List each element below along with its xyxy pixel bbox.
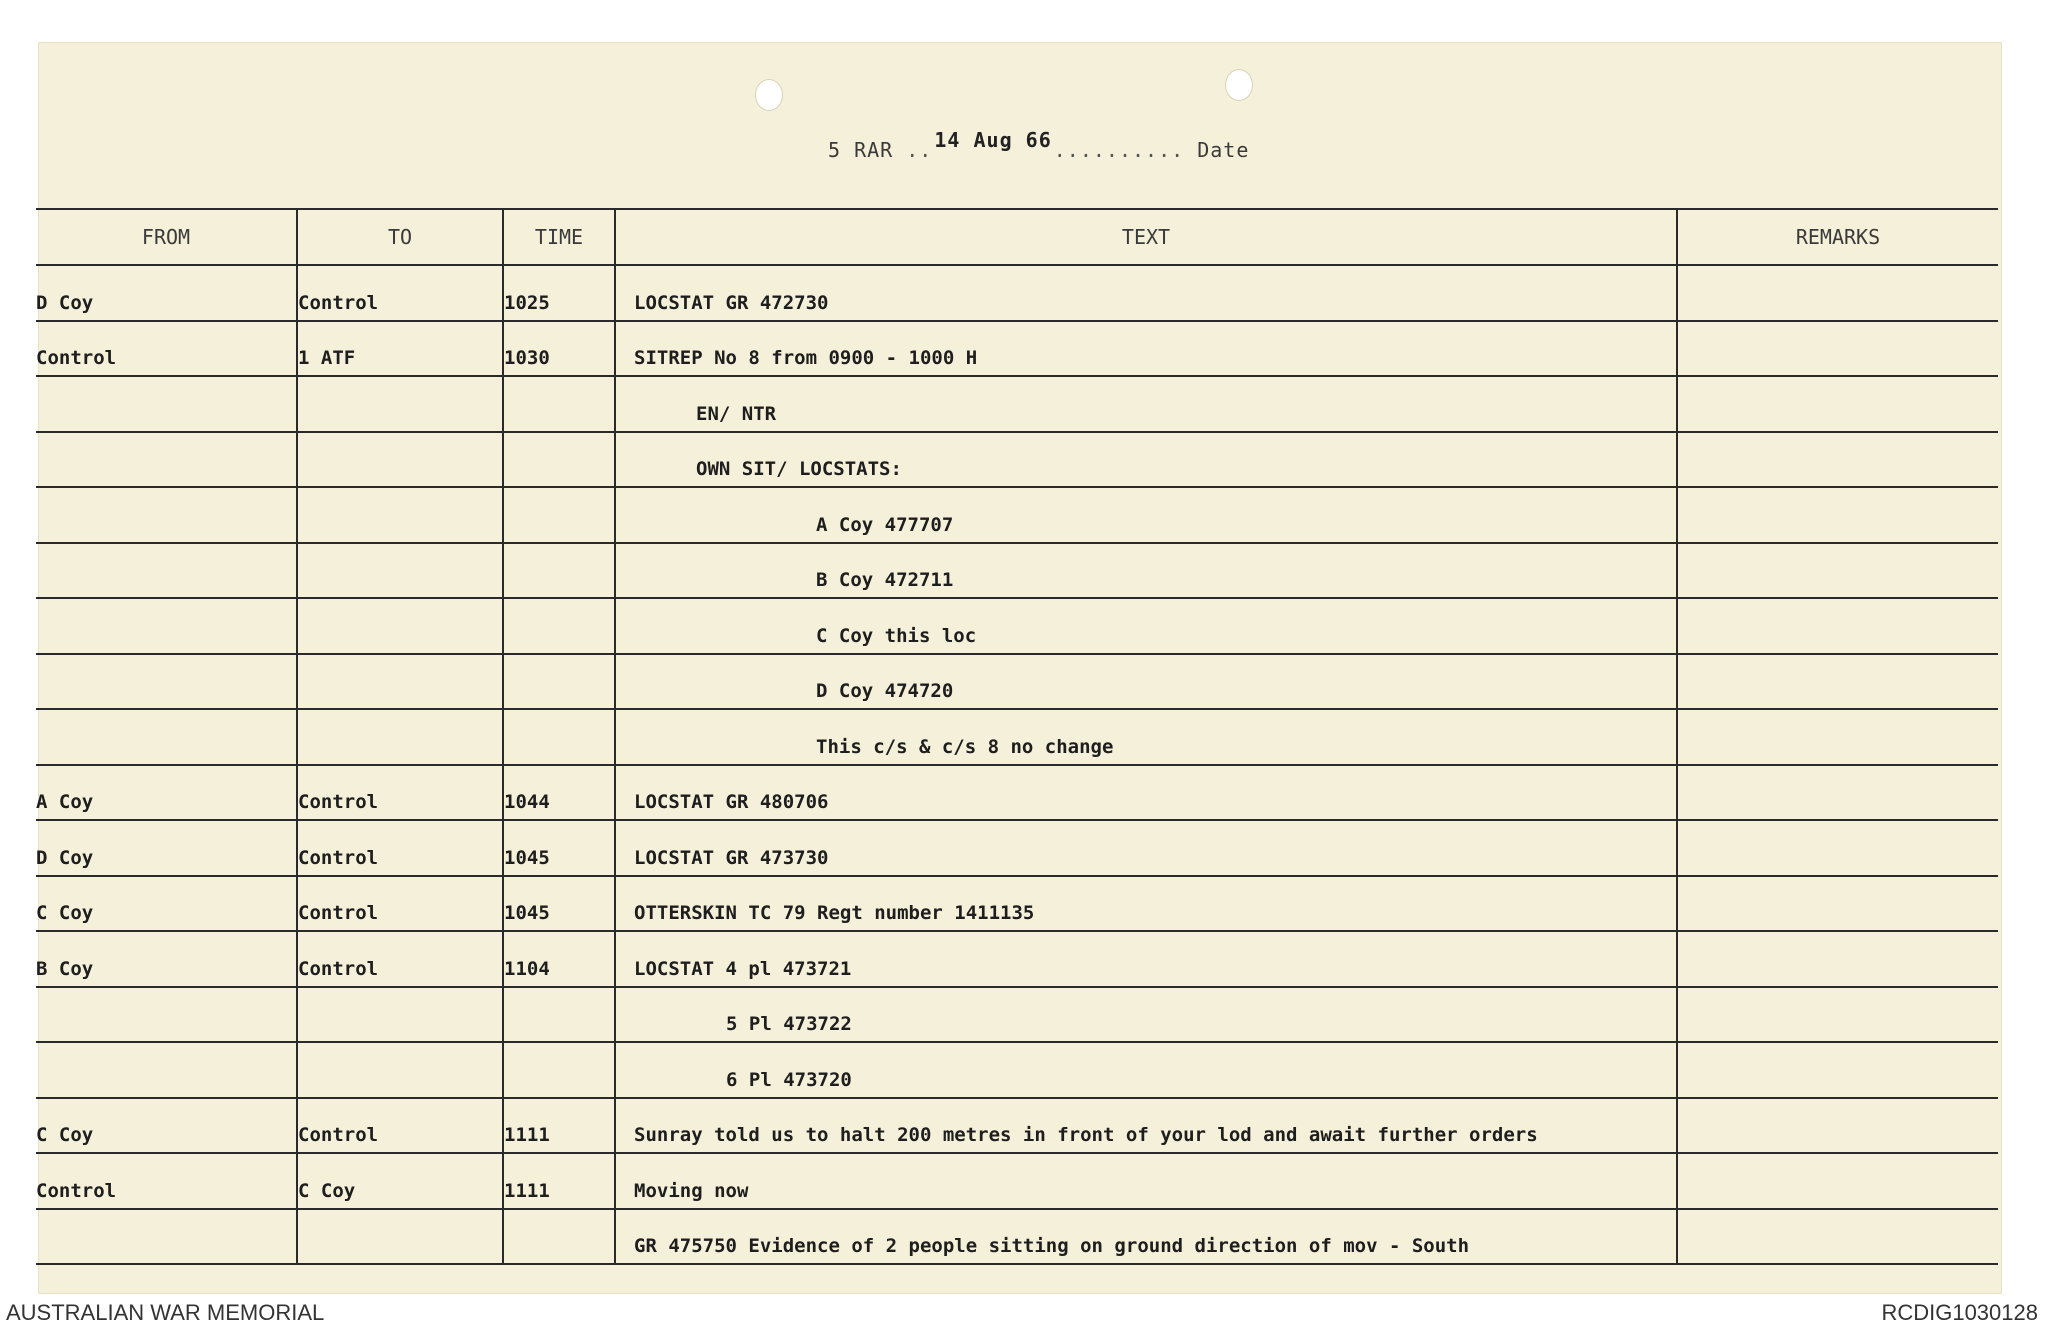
text-cell: LOCSTAT 4 pl 473721 xyxy=(615,931,1677,987)
to-cell: Control xyxy=(297,265,503,321)
text-cell: OWN SIT/ LOCSTATS: xyxy=(615,432,1677,488)
from-cell xyxy=(36,987,297,1043)
to-cell: 1 ATF xyxy=(297,321,503,377)
to-cell xyxy=(297,654,503,710)
text-cell: 6 Pl 473720 xyxy=(615,1042,1677,1098)
archive-footer xyxy=(0,1296,2048,1329)
time-cell: 1045 xyxy=(503,876,615,932)
from-cell: D Coy xyxy=(36,820,297,876)
from-cell xyxy=(36,709,297,765)
to-cell xyxy=(297,376,503,432)
time-cell: 1025 xyxy=(503,265,615,321)
table-row xyxy=(36,654,1998,710)
message-log-table xyxy=(36,208,1998,1265)
table-row xyxy=(36,1153,1998,1209)
text-cell: Moving now xyxy=(615,1153,1677,1209)
from-cell: C Coy xyxy=(36,876,297,932)
to-cell xyxy=(297,1042,503,1098)
from-cell: D Coy xyxy=(36,265,297,321)
to-cell xyxy=(297,543,503,599)
table-row xyxy=(36,598,1998,654)
remarks-cell xyxy=(1677,265,1998,321)
table-row xyxy=(36,543,1998,599)
dot-leader: .......... xyxy=(1053,138,1185,162)
archive-reference: RCDIG1030128 xyxy=(1881,1300,2038,1325)
column-header-time: TIME xyxy=(503,209,615,265)
time-cell xyxy=(503,376,615,432)
remarks-cell xyxy=(1677,543,1998,599)
column-header-from: FROM xyxy=(36,209,297,265)
remarks-cell xyxy=(1677,432,1998,488)
text-cell: C Coy this loc xyxy=(615,598,1677,654)
remarks-cell xyxy=(1677,1153,1998,1209)
time-cell: 1111 xyxy=(503,1153,615,1209)
text-cell: D Coy 474720 xyxy=(615,654,1677,710)
from-cell xyxy=(36,598,297,654)
dot-leader: .. xyxy=(906,138,933,162)
text-cell: B Coy 472711 xyxy=(615,543,1677,599)
to-cell: Control xyxy=(297,876,503,932)
from-cell: Control xyxy=(36,1153,297,1209)
to-cell xyxy=(297,709,503,765)
time-cell: 1111 xyxy=(503,1098,615,1154)
archive-name: AUSTRALIAN WAR MEMORIAL xyxy=(6,1300,325,1325)
time-cell xyxy=(503,1209,615,1265)
remarks-cell xyxy=(1677,931,1998,987)
from-cell: B Coy xyxy=(36,931,297,987)
text-cell: A Coy 477707 xyxy=(615,487,1677,543)
time-cell xyxy=(503,543,615,599)
time-cell xyxy=(503,654,615,710)
to-cell: Control xyxy=(297,1098,503,1154)
from-cell: Control xyxy=(36,321,297,377)
remarks-cell xyxy=(1677,1098,1998,1154)
remarks-cell xyxy=(1677,598,1998,654)
table-row xyxy=(36,765,1998,821)
from-cell xyxy=(36,543,297,599)
to-cell xyxy=(297,987,503,1043)
remarks-cell xyxy=(1677,820,1998,876)
remarks-cell xyxy=(1677,487,1998,543)
table-row xyxy=(36,876,1998,932)
punch-hole xyxy=(1226,70,1252,100)
table-row xyxy=(36,820,1998,876)
from-cell xyxy=(36,376,297,432)
table-row xyxy=(36,987,1998,1043)
table-header-row xyxy=(36,209,1998,265)
to-cell: Control xyxy=(297,765,503,821)
text-cell: Sunray told us to halt 200 metres in front of your lod and await further orders xyxy=(615,1098,1677,1154)
date-label: Date xyxy=(1197,138,1250,162)
table-row xyxy=(36,1042,1998,1098)
text-cell: LOCSTAT GR 472730 xyxy=(615,265,1677,321)
table-row xyxy=(36,487,1998,543)
unit-name: 5 RAR xyxy=(828,138,894,162)
from-cell xyxy=(36,487,297,543)
remarks-cell xyxy=(1677,987,1998,1043)
time-cell xyxy=(503,1042,615,1098)
column-header-to: TO xyxy=(297,209,503,265)
column-header-text: TEXT xyxy=(615,209,1677,265)
table-row xyxy=(36,931,1998,987)
remarks-cell xyxy=(1677,376,1998,432)
remarks-cell xyxy=(1677,321,1998,377)
time-cell xyxy=(503,709,615,765)
table-row xyxy=(36,1098,1998,1154)
from-cell: A Coy xyxy=(36,765,297,821)
to-cell xyxy=(297,487,503,543)
from-cell xyxy=(36,1042,297,1098)
time-cell xyxy=(503,432,615,488)
time-cell: 1044 xyxy=(503,765,615,821)
from-cell: C Coy xyxy=(36,1098,297,1154)
to-cell: Control xyxy=(297,820,503,876)
date-value: 14 Aug 66 xyxy=(934,128,1052,152)
table-row xyxy=(36,432,1998,488)
text-cell: 5 Pl 473722 xyxy=(615,987,1677,1043)
table-row xyxy=(36,321,1998,377)
text-cell: This c/s & c/s 8 no change xyxy=(615,709,1677,765)
table-row xyxy=(36,265,1998,321)
remarks-cell xyxy=(1677,709,1998,765)
time-cell xyxy=(503,598,615,654)
punch-hole xyxy=(756,80,782,110)
text-cell: OTTERSKIN TC 79 Regt number 1411135 xyxy=(615,876,1677,932)
text-cell: EN/ NTR xyxy=(615,376,1677,432)
to-cell xyxy=(297,432,503,488)
text-cell: LOCSTAT GR 480706 xyxy=(615,765,1677,821)
text-cell: LOCSTAT GR 473730 xyxy=(615,820,1677,876)
from-cell xyxy=(36,1209,297,1265)
table-body xyxy=(36,265,1998,1264)
remarks-cell xyxy=(1677,1042,1998,1098)
table-row xyxy=(36,709,1998,765)
remarks-cell xyxy=(1677,654,1998,710)
sheet-header xyxy=(828,128,1250,162)
to-cell xyxy=(297,598,503,654)
column-header-remarks: REMARKS xyxy=(1677,209,1998,265)
to-cell: Control xyxy=(297,931,503,987)
to-cell: C Coy xyxy=(297,1153,503,1209)
time-cell xyxy=(503,487,615,543)
time-cell: 1030 xyxy=(503,321,615,377)
remarks-cell xyxy=(1677,765,1998,821)
text-cell: SITREP No 8 from 0900 - 1000 H xyxy=(615,321,1677,377)
from-cell xyxy=(36,654,297,710)
remarks-cell xyxy=(1677,1209,1998,1265)
text-cell: GR 475750 Evidence of 2 people sitting on ground direction of mov - South xyxy=(615,1209,1677,1265)
to-cell xyxy=(297,1209,503,1265)
from-cell xyxy=(36,432,297,488)
table-row xyxy=(36,376,1998,432)
time-cell: 1045 xyxy=(503,820,615,876)
table-row xyxy=(36,1209,1998,1265)
time-cell: 1104 xyxy=(503,931,615,987)
time-cell xyxy=(503,987,615,1043)
remarks-cell xyxy=(1677,876,1998,932)
